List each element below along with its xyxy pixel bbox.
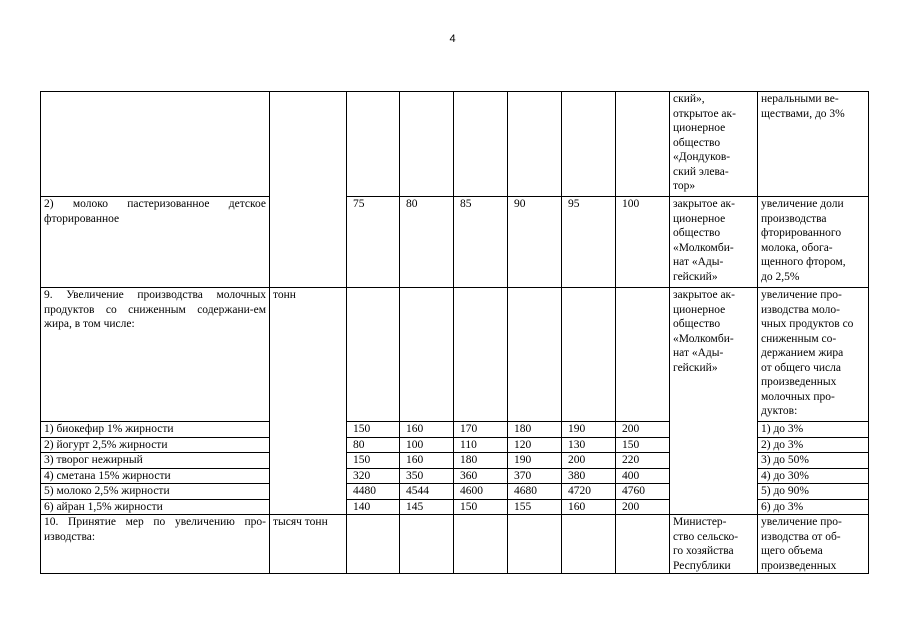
value-cell: 95 bbox=[562, 197, 616, 288]
value-cell: 90 bbox=[508, 197, 562, 288]
value-cell: 200 bbox=[562, 453, 616, 469]
executor-cell: ский», открытое ак- ционерное общество «Дондуков- ский элева- тор» bbox=[670, 92, 758, 197]
value-cell: 350 bbox=[400, 468, 454, 484]
result-cell: 5) до 90% bbox=[758, 484, 869, 500]
value-cell: 100 bbox=[616, 197, 670, 288]
value-cell: 4480 bbox=[347, 484, 400, 500]
value-cell: 160 bbox=[562, 499, 616, 515]
value-cell: 160 bbox=[400, 453, 454, 469]
value-cell: 190 bbox=[562, 422, 616, 438]
value-cell: 110 bbox=[454, 437, 508, 453]
value-cell: 100 bbox=[400, 437, 454, 453]
value-cell: 200 bbox=[616, 422, 670, 438]
executor-cell: закрытое ак- ционерное общество «Молкомби- нат «Ады- гейский» bbox=[670, 197, 758, 288]
value-cell: 4544 bbox=[400, 484, 454, 500]
value-cell: 370 bbox=[508, 468, 562, 484]
program-table bbox=[40, 91, 869, 574]
executor-cell: Министер- ство сельско- го хозяйства Республики bbox=[670, 515, 758, 574]
result-cell: 1) до 3% bbox=[758, 422, 869, 438]
product-name: 2) молоко пастеризованное детское фторированное bbox=[41, 197, 270, 288]
value-cell: 80 bbox=[347, 437, 400, 453]
value-cell: 145 bbox=[400, 499, 454, 515]
product-name: 4) сметана 15% жирности bbox=[41, 468, 270, 484]
value-cell: 180 bbox=[508, 422, 562, 438]
value-cell: 85 bbox=[454, 197, 508, 288]
value-cell: 150 bbox=[347, 453, 400, 469]
value-cell: 4760 bbox=[616, 484, 670, 500]
value-cell: 150 bbox=[454, 499, 508, 515]
value-cell: 155 bbox=[508, 499, 562, 515]
name-cell bbox=[41, 92, 270, 197]
value-cell: 140 bbox=[347, 499, 400, 515]
value-cell: 360 bbox=[454, 468, 508, 484]
result-cell: 2) до 3% bbox=[758, 437, 869, 453]
value-cell: 180 bbox=[454, 453, 508, 469]
value-cell: 4680 bbox=[508, 484, 562, 500]
value-cell: 80 bbox=[400, 197, 454, 288]
product-name: 6) айран 1,5% жирности bbox=[41, 499, 270, 515]
table-row-item-10 bbox=[41, 515, 869, 574]
result-cell: 3) до 50% bbox=[758, 453, 869, 469]
table-row-item-9 bbox=[41, 288, 869, 422]
unit-cell: тысяч тонн bbox=[270, 515, 347, 574]
item-name: 9. Увеличение производства молочных продуктов со сниженным содержани-ем жира, в том числе: bbox=[41, 288, 270, 422]
value-cell: 220 bbox=[616, 453, 670, 469]
value-cell: 130 bbox=[562, 437, 616, 453]
product-name: 2) йогурт 2,5% жирности bbox=[41, 437, 270, 453]
product-name: 1) биокефир 1% жирности bbox=[41, 422, 270, 438]
page-number: 4 bbox=[449, 33, 456, 45]
result-cell: увеличение про- изводства моло- чных продуктов со сниженным со- держанием жира от общего числа произведенных молочных про- дуктов: bbox=[758, 288, 869, 422]
value-cell: 170 bbox=[454, 422, 508, 438]
result-cell: неральными ве- ществами, до 3% bbox=[758, 92, 869, 197]
table-row-milk bbox=[41, 197, 869, 288]
product-name: 5) молоко 2,5% жирности bbox=[41, 484, 270, 500]
value-cell: 4600 bbox=[454, 484, 508, 500]
unit-cell: тонн bbox=[270, 288, 347, 515]
value-cell: 150 bbox=[347, 422, 400, 438]
value-cell: 320 bbox=[347, 468, 400, 484]
value-cell: 190 bbox=[508, 453, 562, 469]
value-cell: 380 bbox=[562, 468, 616, 484]
unit-cell bbox=[270, 92, 347, 288]
value-cell: 400 bbox=[616, 468, 670, 484]
value-cell: 75 bbox=[347, 197, 400, 288]
table-row-continuation bbox=[41, 92, 869, 197]
value-cell: 200 bbox=[616, 499, 670, 515]
product-name: 3) творог нежирный bbox=[41, 453, 270, 469]
value-cell: 120 bbox=[508, 437, 562, 453]
result-cell: 6) до 3% bbox=[758, 499, 869, 515]
value-cell: 4720 bbox=[562, 484, 616, 500]
executor-cell: закрытое ак- ционерное общество «Молкомби- нат «Ады- гейский» bbox=[670, 288, 758, 515]
item-name: 10. Принятие мер по увеличению про-изводства: bbox=[41, 515, 270, 574]
result-cell: 4) до 30% bbox=[758, 468, 869, 484]
value-cell: 160 bbox=[400, 422, 454, 438]
result-cell: увеличение про- изводства от об- щего объема произведенных bbox=[758, 515, 869, 574]
value-cell: 150 bbox=[616, 437, 670, 453]
result-cell: увеличение доли производства фторированного молока, обога- щенного фтором, до 2,5% bbox=[758, 197, 869, 288]
